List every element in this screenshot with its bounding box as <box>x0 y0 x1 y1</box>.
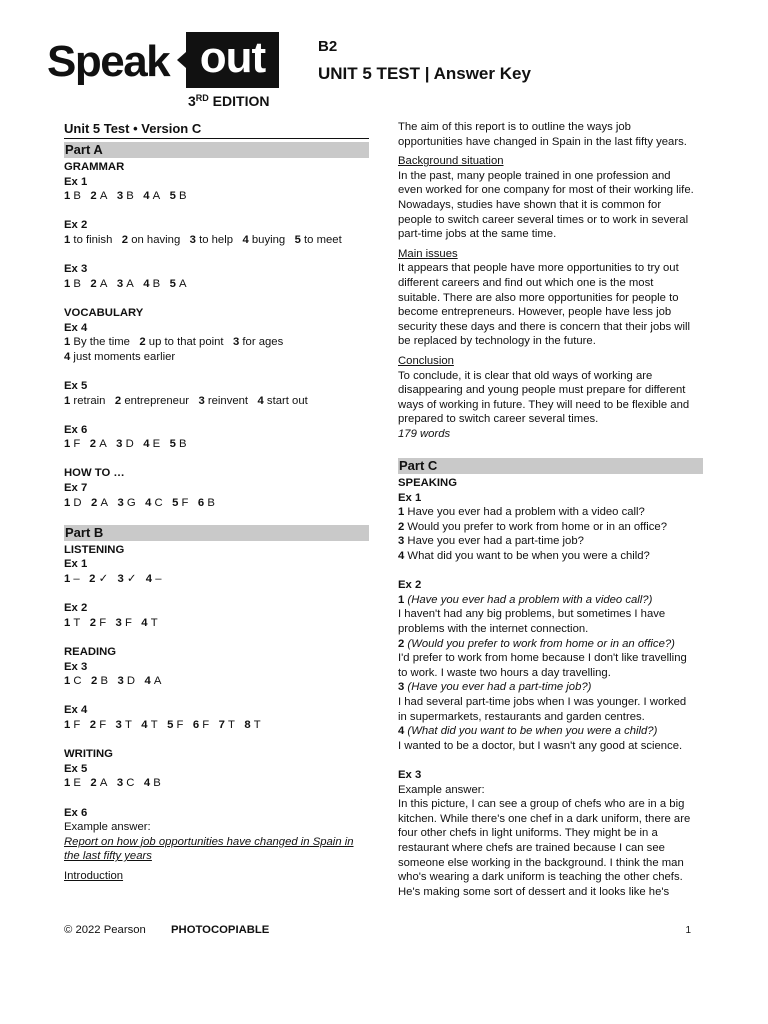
answer-number: 1 <box>64 190 71 203</box>
intro-line: The aim of this report is to outline the ways job <box>398 121 631 133</box>
answer-text-line: I'd prefer to work from home because I don't like travelling <box>398 652 687 665</box>
answer-text-line: I haven't had any big problems, but sometimes I have <box>398 608 666 621</box>
ex-label: Ex 6 <box>64 423 88 436</box>
logo-edition: 3RD EDITION <box>188 93 270 109</box>
ex-label: Ex 7 <box>64 482 88 495</box>
answer-value: B <box>70 190 81 203</box>
answer-line <box>64 335 369 350</box>
ex-label: Ex 1 <box>64 175 88 188</box>
answer-value: reinvent <box>204 394 249 407</box>
answer-number: 3 <box>198 394 205 407</box>
text-line: who's wearing a dark uniform is teaching the other chefs. <box>398 871 683 884</box>
speakout-logo <box>47 32 283 110</box>
background-paragraph <box>398 169 703 242</box>
answer-value: F <box>178 496 189 509</box>
answer-value: T <box>224 718 235 731</box>
answer-value: A <box>96 277 108 290</box>
level-label: B2 <box>318 38 338 55</box>
answer-number: 1 <box>64 777 71 790</box>
answer-number: 6 <box>192 718 200 731</box>
answer-number: 4 <box>143 190 150 203</box>
right-column <box>398 120 703 899</box>
answer-value: to finish <box>70 233 113 246</box>
answer-line <box>64 496 369 511</box>
answer-text-line: I wanted to be a doctor, but I wasn't any good at science. <box>398 739 683 752</box>
answer-value: ✓ <box>95 573 109 586</box>
example-answer-label: Example answer: <box>64 821 151 834</box>
answer-number: 5 <box>169 277 176 290</box>
conclusion-paragraph <box>398 369 703 427</box>
part-b-heading: Part B <box>64 525 369 541</box>
answer-number: 1 <box>64 573 71 586</box>
conclusion-heading: Conclusion <box>398 354 454 367</box>
answer-value: F <box>199 718 210 731</box>
text-line: kitchen. While there's one chef in a dark uniform, there are <box>398 812 691 825</box>
answer-number: 7 <box>218 718 225 731</box>
ex-label: Ex 3 <box>64 660 88 673</box>
answer-number: 2 <box>139 336 146 349</box>
ex-label: Ex 2 <box>64 219 88 232</box>
question-line: 2 (Would you prefer to work from home or in an office?) <box>398 637 675 650</box>
copyright: © 2022 Pearson <box>64 924 146 936</box>
answer-value: A <box>96 777 108 790</box>
text-line: security these days and there is concern that their jobs will <box>398 320 690 333</box>
ex-label: Ex 4 <box>64 321 88 334</box>
text-line: be replaced by technology in the future. <box>398 335 596 348</box>
text-line: ways of working in future. They will need to be flexible and <box>398 398 690 411</box>
text-line: He's making some sort of dessert and it looks like he's <box>398 885 670 898</box>
answer-value: A <box>149 190 161 203</box>
answer-value: to meet <box>300 233 342 246</box>
answer-number: 2 <box>91 675 98 688</box>
answer-number: 3 <box>115 718 122 731</box>
answer-value: A <box>97 496 109 509</box>
answer-line <box>64 718 369 733</box>
answer-line <box>64 572 369 587</box>
answer-number: 3 <box>116 277 124 290</box>
text-line: Nowadays, studies have shown that it is common for <box>398 198 662 211</box>
answer-value: F <box>121 616 132 629</box>
introduction-heading: Introduction <box>64 869 124 882</box>
answer-number: 3 <box>116 438 123 451</box>
text-line: It appears that people have more opportunities to try out <box>398 262 679 275</box>
answer-line <box>64 776 369 791</box>
answer-number: 4 <box>64 350 71 363</box>
answer-number: 2 <box>90 190 97 203</box>
text-line: In the past, many people trained in one profession and <box>398 169 671 182</box>
howto-heading: HOW TO … <box>64 467 125 480</box>
answer-value: A <box>175 277 187 290</box>
answer-value: By the time <box>70 336 130 349</box>
ex-label: Ex 1 <box>398 491 422 504</box>
answer-number: 3 <box>232 336 240 349</box>
answer-number: 1 <box>64 718 71 731</box>
answer-value: B <box>150 777 161 790</box>
answer-value: B <box>123 190 134 203</box>
part-c-heading: Part C <box>398 458 703 474</box>
speaking-heading: SPEAKING <box>398 477 458 490</box>
page-title: UNIT 5 TEST | Answer Key <box>318 64 531 83</box>
answer-value: to help <box>195 233 234 246</box>
question-line: 4 (What did you want to be when you were a child?) <box>398 725 658 738</box>
answer-number: 5 <box>169 190 176 203</box>
list-item: 2 Would you prefer to work from home or in an office? <box>398 520 667 533</box>
answer-number: 4 <box>145 573 153 586</box>
answer-number: 1 <box>64 675 71 688</box>
answer-value: G <box>123 496 136 509</box>
answer-number: 2 <box>89 718 97 731</box>
ex-label: Ex 4 <box>64 704 88 717</box>
listening-heading: LISTENING <box>64 543 125 556</box>
answer-number: 1 <box>64 277 71 290</box>
reading-heading: READING <box>64 646 117 658</box>
text-line: part-time jobs at the same time. <box>398 228 557 241</box>
ex-label: Ex 1 <box>64 558 88 571</box>
intro-line: opportunities have changed in Spain in the last fifty years. <box>398 135 687 148</box>
answer-number: 1 <box>64 233 71 246</box>
answer-number: 2 <box>89 616 97 629</box>
answer-number: 3 <box>116 777 124 790</box>
ex-label: Ex 2 <box>64 602 88 615</box>
text-line: suitable. There are also more opportunities for people to <box>398 291 679 304</box>
answer-value: B <box>204 496 215 509</box>
text-line: To conclude, it is clear that old ways of working are <box>398 369 653 382</box>
example-answer-label: Example answer: <box>398 783 485 796</box>
answer-value: retrain <box>70 394 106 407</box>
answer-number: 3 <box>189 233 196 246</box>
answer-line <box>64 350 369 365</box>
answer-value: B <box>97 675 109 688</box>
answer-value: T <box>121 718 132 731</box>
answer-number: 4 <box>257 394 264 407</box>
answer-number: 2 <box>121 233 129 246</box>
question-line: 3 (Have you ever had a part-time job?) <box>398 681 592 694</box>
answer-value: E <box>149 438 161 451</box>
text-line: In this picture, I can see a group of chefs who are in a big <box>398 798 685 811</box>
answer-number: 3 <box>117 573 124 586</box>
answer-value: up to that point <box>145 336 224 349</box>
answer-number: 4 <box>143 277 150 290</box>
answer-number: 4 <box>145 496 152 509</box>
answer-number: 3 <box>116 190 124 203</box>
answer-value: just moments earlier <box>70 350 176 363</box>
answer-value: C <box>123 777 135 790</box>
answer-value: C <box>151 496 163 509</box>
answer-value: E <box>70 777 81 790</box>
left-column <box>64 120 369 884</box>
answer-line <box>64 394 369 409</box>
answer-number: 5 <box>167 718 174 731</box>
version-heading: Unit 5 Test • Version C <box>64 120 369 139</box>
ex-label: Ex 5 <box>64 762 88 775</box>
answer-value: A <box>123 277 134 290</box>
answer-number: 5 <box>172 496 179 509</box>
answer-value: T <box>147 616 158 629</box>
answer-line <box>64 189 369 204</box>
answer-number: 4 <box>242 233 249 246</box>
text-line: prepared to switch career several times. <box>398 413 599 426</box>
text-line: four other chefs in light uniforms. They might be in a <box>398 827 658 840</box>
logo-out-box <box>186 32 279 88</box>
question-line: 1 (Have you ever had a problem with a video call?) <box>398 593 653 606</box>
answer-value: A <box>150 675 162 688</box>
answer-number: 4 <box>143 438 150 451</box>
text-line: disappearing and young people must prepare for different <box>398 384 686 397</box>
answer-line <box>64 437 369 452</box>
answer-number: 2 <box>90 777 97 790</box>
answer-number: 1 <box>64 394 71 407</box>
answer-value: – <box>70 573 80 586</box>
speaking-ex2-list <box>398 593 703 754</box>
word-count: 179 words <box>398 427 451 440</box>
report-title-line: Report on how job opportunities have changed in Spain in <box>64 835 354 848</box>
answer-line <box>64 233 369 248</box>
answer-number: 1 <box>64 616 71 629</box>
list-item: 4 What did you want to be when you were a child? <box>398 550 650 563</box>
answer-number: 4 <box>141 616 148 629</box>
logo-speak-text: Speak <box>47 37 170 86</box>
answer-value: C <box>70 675 82 688</box>
list-item: 1 Have you ever had a problem with a video call? <box>398 506 645 519</box>
photocopiable-label: PHOTOCOPIABLE <box>171 924 270 936</box>
answer-number: 3 <box>117 496 124 509</box>
answer-value: buying <box>248 233 286 246</box>
speaking-ex3-paragraph <box>398 797 703 899</box>
vocabulary-heading: VOCABULARY <box>64 306 144 319</box>
text-line: people to switch career several times or to work in several <box>398 213 689 226</box>
answer-number: 3 <box>117 675 124 688</box>
answer-value: ✓ <box>123 573 137 586</box>
answer-value: T <box>70 616 81 629</box>
answer-value: T <box>250 718 261 731</box>
answer-value: F <box>70 718 81 731</box>
text-line: become entrepreneurs. However, people have less job <box>398 306 672 319</box>
answer-value: start out <box>263 394 308 407</box>
answer-line <box>64 277 369 292</box>
ex-label: Ex 3 <box>64 263 88 276</box>
answer-value: D <box>123 675 136 688</box>
answer-value: A <box>96 190 108 203</box>
answer-number: 2 <box>90 277 97 290</box>
answer-value: on having <box>128 233 181 246</box>
answer-number: 2 <box>89 438 97 451</box>
ex-label: Ex 2 <box>398 579 422 592</box>
list-item: 3 Have you ever had a part-time job? <box>398 535 584 548</box>
ex-label: Ex 3 <box>398 768 422 781</box>
answer-number: 4 <box>144 675 151 688</box>
answer-text-line: problems with the internet connection. <box>398 623 589 635</box>
speaking-ex1-list <box>398 505 703 563</box>
text-line: someone else working in the background. I think the man <box>398 856 684 869</box>
part-a-heading: Part A <box>64 142 369 158</box>
writing-heading: WRITING <box>64 748 113 761</box>
issues-heading: Main issues <box>398 247 458 260</box>
answer-number: 1 <box>64 496 71 509</box>
answer-number: 5 <box>294 233 301 246</box>
answer-value: for ages <box>239 336 284 349</box>
answer-value: F <box>173 718 184 731</box>
answer-number: 6 <box>197 496 205 509</box>
answer-value: T <box>147 718 158 731</box>
answer-value: B <box>149 277 161 290</box>
answer-value: D <box>70 496 82 509</box>
answer-value: F <box>96 616 107 629</box>
answer-value: – <box>152 573 162 586</box>
answer-value: A <box>96 438 107 451</box>
answer-line <box>64 616 369 631</box>
answer-number: 1 <box>64 438 71 451</box>
answer-value: F <box>70 438 81 451</box>
answer-value: D <box>122 438 134 451</box>
logo-out-text: out <box>199 33 266 82</box>
report-title-line: the last fifty years <box>64 850 152 863</box>
answer-text-line: in supermarkets, restaurants and garden centres. <box>398 710 645 723</box>
answer-number: 5 <box>169 438 176 451</box>
issues-paragraph <box>398 261 703 349</box>
answer-number: 2 <box>114 394 122 407</box>
answer-text-line: to work. I waste two hours a day travelling. <box>398 666 611 679</box>
answer-value: entrepreneur <box>121 394 190 407</box>
text-line: different careers and find out which one is the most <box>398 276 654 289</box>
text-line: even worked for one company for most of their working life. <box>398 184 694 197</box>
answer-value: B <box>175 438 187 451</box>
answer-number: 4 <box>141 718 148 731</box>
page-number: 1 <box>685 925 691 936</box>
grammar-heading: GRAMMAR <box>64 161 125 173</box>
answer-number: 2 <box>89 573 96 586</box>
answer-number: 4 <box>143 777 151 790</box>
answer-number: 8 <box>244 718 251 731</box>
answer-line <box>64 674 369 689</box>
text-line: restaurant where chefs are trained because I can see <box>398 841 665 854</box>
background-heading: Background situation <box>398 155 504 168</box>
ex-label: Ex 6 <box>64 806 88 819</box>
answer-number: 2 <box>91 496 98 509</box>
answer-value: B <box>70 277 81 290</box>
answer-value: F <box>96 718 107 731</box>
ex-label: Ex 5 <box>64 379 88 392</box>
answer-text-line: I had several part-time jobs when I was younger. I worked <box>398 695 687 708</box>
answer-number: 3 <box>115 616 122 629</box>
answer-number: 1 <box>64 336 71 349</box>
answer-value: B <box>175 190 187 203</box>
